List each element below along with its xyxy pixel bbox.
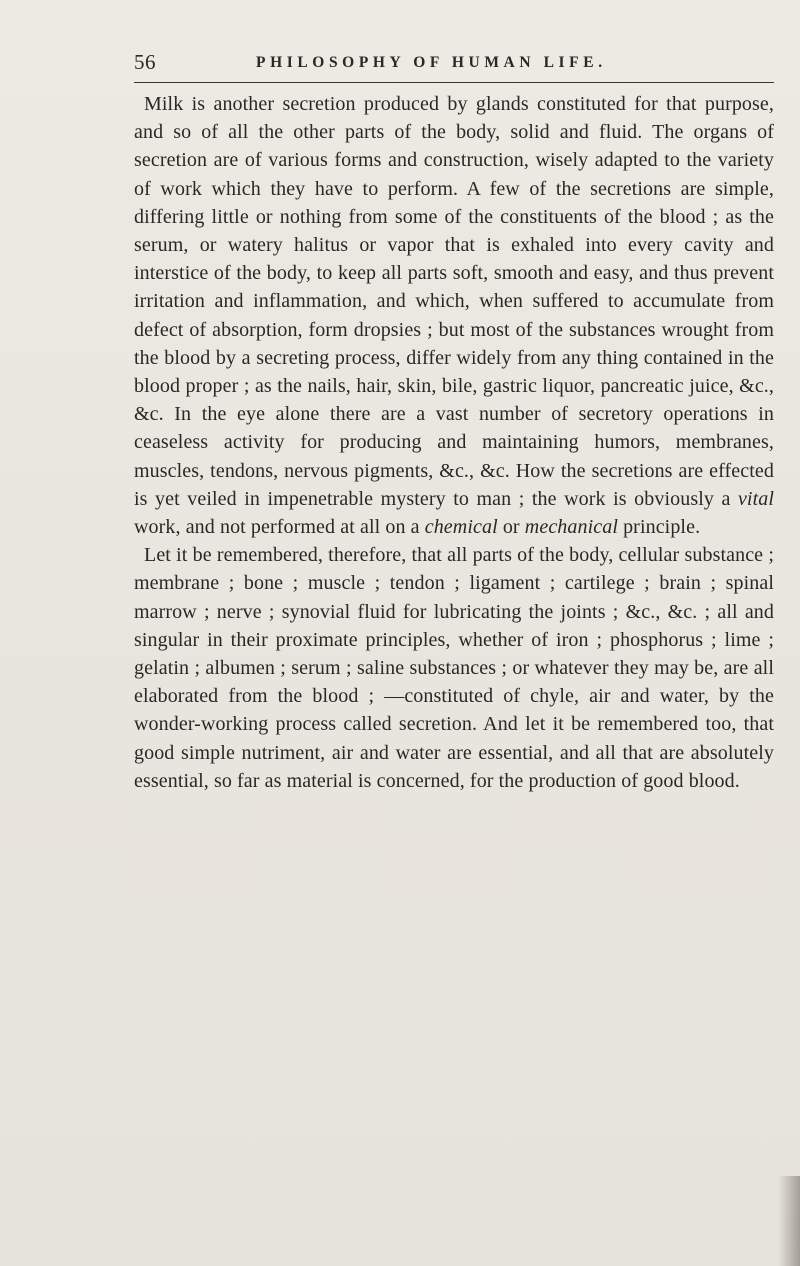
paragraph-1-text-b: work, and not performed at all on a	[134, 516, 425, 539]
paragraph-milk-secretion	[134, 90, 774, 541]
paragraph-1-text-d: principle.	[617, 516, 701, 539]
running-head	[134, 50, 774, 82]
page-number: 56	[134, 50, 156, 74]
emphasis-chemical: chemical	[424, 516, 498, 539]
page-edge-shadow	[778, 1176, 800, 1266]
paragraph-remembered: Let it be remembered, therefore, that all parts of the body, cellular substance ; membrane ; bone ; muscle ; tendon ; ligament ; cartilege ; brain ; spinal marrow ; nerve ; synovial fluid for lubricating the joints ; &c., &c. ; all and singular in their proximate principles, whether of iron ; phosphorus ; lime ; gelatin ; albumen ; serum ; saline substances ; or whatever they may be, are all elaborated from the blood ; —constituted of chyle, air and water, by the wonder-working process called secretion. And let it be remembered too, that good simple nutriment, air and water are essential, and all that are absolutely essential, so far as material is concerned, for the production of good blood.	[134, 544, 774, 792]
header-rule	[134, 82, 774, 83]
paragraph-1-text-a: Milk is another secretion produced by glands constituted for that purpose, and so of all the other parts of the body, solid and fluid. The organs of secretion are of various forms and construction, wisely adapted to the variety of work which they have to perform. A few of the secretions are simple, differing little or nothing from some of the constituents of the blood ; as the serum, or watery halitus or vapor that is exhaled into every cavity and interstice of the body, to keep all parts soft, smooth and easy, and thus prevent irritation and inflammation, and which, when suffered to accumulate from defect of absorption, form dropsies ; but most of the substances wrought from the blood by a secreting process, differ widely from any thing contained in the blood proper ; as the nails, hair, skin, bile, gastric liquor, pancreatic juice, &c., &c. In the eye alone there are a vast number of secretory operations in ceaseless activity for producing and maintaining humors, membranes, muscles, tendons, nervous pigments, &c., &c. How the secretions are effected is yet veiled in impenetrable mystery to man ; the work is obviously a	[134, 93, 774, 510]
running-title: PHILOSOPHY OF HUMAN LIFE.	[256, 54, 607, 71]
emphasis-mechanical: mechanical	[524, 516, 618, 539]
paragraph-1-text-c: or	[497, 516, 525, 539]
emphasis-vital: vital	[737, 487, 774, 510]
body-text	[134, 90, 774, 795]
